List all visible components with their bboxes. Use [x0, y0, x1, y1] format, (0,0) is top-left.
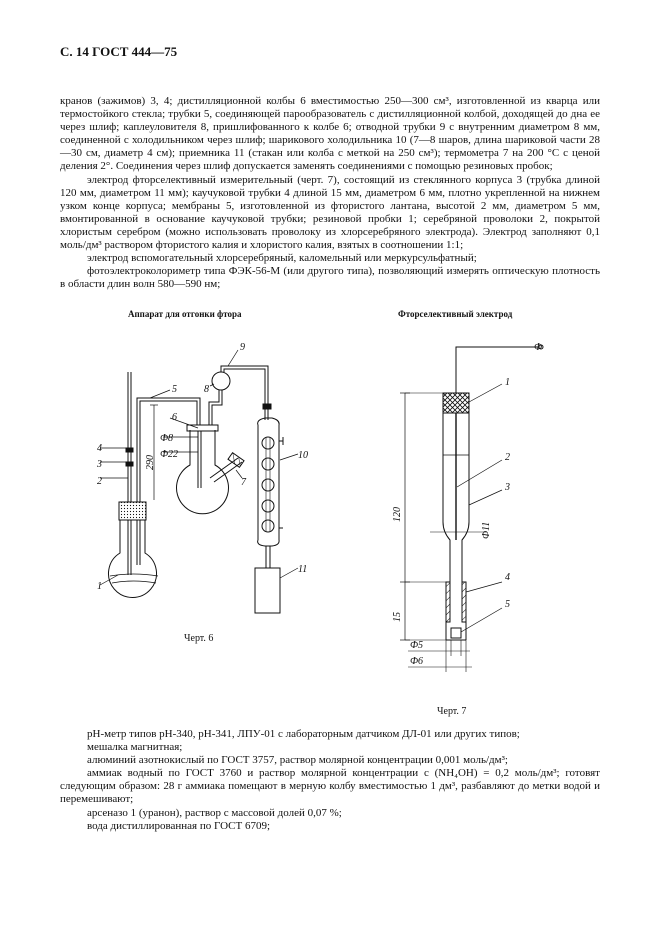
- fig6-label: 8: [204, 384, 209, 395]
- paragraph: электрод фторселективный измерительный (черт. 7), состоящий из стеклянного корпуса 3 (трубка длиной 120 мм, диаметром 11 мм); каучуковой трубки 4 длиной 15 мм, диаметром 6 мм, плотно укрепленной на нижнем узком конце корпуса; мембраны 5, изготовленной из фтористого лантана, высотой 2 мм, диаметром 5 мм, вмонтированной в основание каучуковой трубки; резиновой пробки 1; серебряной проволоки 2, покрытой хлористым серебром (можно использовать проволоку из хлорсеребряного электрода). Электрод заполняют 0,1 моль/дм³ раствором фтористого калия и хлористого калия, взятых в соотношении 1:1;: [60, 173, 600, 252]
- paragraph: кранов (зажимов) 3, 4; дистилляционной колбы 6 вместимостью 250—300 см³, изготовленной из кварца или термостойкого стекла; трубки 5, соединяющей парообразователь с дистилляционной колбой, доходящей до дна ее через шлиф; каплеуловителя 8, пришлифованного к колбе 6; отводной трубки 9 с внутренним диаметром 8 мм, соединенной с холодильником через шлиф; шарикового холодильника 10 (7—8 шаров, длина шариковой части 28—30 см, диаметр 4 см); приемника 11 (стакан или колба с меткой на 250 см³); термометра 7 на 200 °С с ценой деления 2°. Соединения через шлиф допускается заменять соединениями с помощью резиновых пробок;: [60, 95, 600, 173]
- receiver-11: [255, 568, 280, 613]
- fig7-label: 5: [505, 599, 510, 610]
- fig6-dim: 290: [145, 455, 156, 470]
- paragraph: аммиак водный по ГОСТ 3760 и раствор молярной концентрации с (NH₄OH) = 0,2 моль/дм³; готовят следующим образом: 28 г аммиака помещают в мерную колбу вместимостью 1 дм³, разбавляют до метки водой и перемешивают;: [60, 767, 600, 806]
- paragraph: алюминий азотнокислый по ГОСТ 3757, раствор молярной концентрации 0,001 моль/дм³;: [87, 754, 508, 767]
- paragraph: вода дистиллированная по ГОСТ 6709;: [87, 819, 271, 832]
- fig6-label: 3: [97, 459, 102, 470]
- figure7-caption: Черт. 7: [437, 706, 467, 717]
- figure7-title: Фторселективный электрод: [398, 309, 513, 319]
- fig6-label: 10: [298, 450, 308, 461]
- fig7-label: 3: [505, 482, 510, 493]
- fig6-label: 5: [172, 384, 177, 395]
- fig7-label: 4: [505, 572, 510, 583]
- paragraph: электрод вспомогательный хлорсеребряный, каломельный или меркурсульфатный;: [87, 252, 477, 265]
- fig7-label: 1: [505, 377, 510, 388]
- figure7-electrode: [400, 345, 543, 672]
- fig6-dim: Ф8: [160, 433, 174, 444]
- fig7-dim: Ф6: [410, 656, 424, 667]
- fig6-label: 11: [298, 564, 308, 575]
- fig7-dim: 120: [392, 507, 403, 522]
- paragraph: рН-метр типов рН-340, рН-341, ЛПУ-01 с лабораторным датчиком ДЛ-01 или других типов;: [87, 728, 520, 740]
- fig7-label: 2: [505, 452, 510, 463]
- fig6-label: 2: [97, 476, 102, 487]
- fig7-dim: Ф11: [481, 521, 492, 539]
- stopper-1: [443, 393, 469, 413]
- fig6-label: 6: [172, 412, 177, 423]
- flask-6: [177, 430, 229, 514]
- rubber-tube-4: [446, 582, 450, 622]
- fig6-dim: Ф22: [160, 449, 179, 460]
- figure6-title: Аппарат для отгонки фтора: [128, 309, 242, 319]
- figure7-labels: [392, 342, 542, 667]
- stopper: [119, 502, 146, 520]
- page-header: С. 14 ГОСТ 444—75: [60, 44, 178, 59]
- fig6-label: 9: [240, 342, 245, 353]
- fig7-dim: Ф5: [410, 640, 424, 651]
- fig7-dim: Ф: [534, 342, 543, 353]
- paragraph: арсеназо 1 (уранон), раствор с массовой долей 0,07 %;: [87, 806, 342, 819]
- fig7-dim: 15: [392, 612, 403, 622]
- body-text-bottom: [60, 728, 600, 833]
- fig6-label: 1: [97, 581, 102, 592]
- figure6-apparatus: [100, 350, 298, 613]
- paragraph: мешалка магнитная;: [87, 741, 183, 754]
- fig6-label: 4: [97, 443, 102, 454]
- fig6-label: 7: [241, 477, 246, 488]
- membrane-5: [451, 628, 461, 638]
- paragraph: фотоэлектроколориметр типа ФЭК-56-М (или другого типа), позволяющий измерять оптическую плотность в области длин волн 580—590 нм;: [60, 265, 600, 291]
- flask-1: [108, 520, 156, 597]
- drop-catcher-8: [212, 372, 230, 390]
- figure6-caption: Черт. 6: [184, 633, 214, 644]
